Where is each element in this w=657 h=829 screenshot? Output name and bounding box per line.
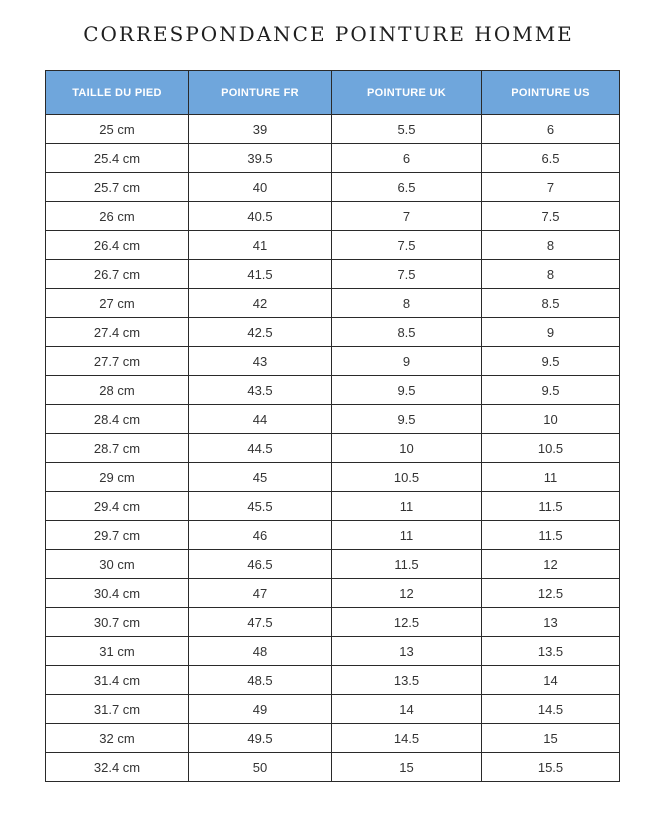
cell-size-fr: 41 bbox=[189, 231, 332, 260]
cell-foot-length: 26 cm bbox=[46, 202, 189, 231]
table-row bbox=[46, 405, 620, 434]
table-row bbox=[46, 434, 620, 463]
table-row bbox=[46, 463, 620, 492]
cell-size-uk: 9.5 bbox=[332, 405, 482, 434]
cell-size-us: 7.5 bbox=[482, 202, 620, 231]
table-row bbox=[46, 666, 620, 695]
column-header-size-fr: POINTURE FR bbox=[189, 71, 332, 115]
cell-foot-length: 27.4 cm bbox=[46, 318, 189, 347]
size-conversion-table bbox=[45, 70, 620, 782]
cell-size-uk: 7.5 bbox=[332, 260, 482, 289]
cell-foot-length: 30 cm bbox=[46, 550, 189, 579]
cell-size-fr: 42.5 bbox=[189, 318, 332, 347]
cell-size-uk: 10 bbox=[332, 434, 482, 463]
cell-size-us: 9.5 bbox=[482, 347, 620, 376]
cell-size-uk: 10.5 bbox=[332, 463, 482, 492]
cell-size-uk: 11.5 bbox=[332, 550, 482, 579]
cell-size-us: 9 bbox=[482, 318, 620, 347]
cell-foot-length: 32 cm bbox=[46, 724, 189, 753]
cell-foot-length: 28.4 cm bbox=[46, 405, 189, 434]
cell-size-fr: 46.5 bbox=[189, 550, 332, 579]
cell-size-us: 15 bbox=[482, 724, 620, 753]
cell-foot-length: 31.4 cm bbox=[46, 666, 189, 695]
cell-size-fr: 40 bbox=[189, 173, 332, 202]
cell-size-us: 7 bbox=[482, 173, 620, 202]
cell-foot-length: 26.7 cm bbox=[46, 260, 189, 289]
cell-size-uk: 9.5 bbox=[332, 376, 482, 405]
cell-foot-length: 28.7 cm bbox=[46, 434, 189, 463]
cell-size-uk: 12.5 bbox=[332, 608, 482, 637]
table-row bbox=[46, 144, 620, 173]
cell-size-us: 6.5 bbox=[482, 144, 620, 173]
cell-size-uk: 6.5 bbox=[332, 173, 482, 202]
page-title: CORRESPONDANCE POINTURE HOMME bbox=[83, 22, 574, 46]
cell-size-uk: 13.5 bbox=[332, 666, 482, 695]
table-row bbox=[46, 695, 620, 724]
cell-size-us: 13.5 bbox=[482, 637, 620, 666]
cell-foot-length: 30.4 cm bbox=[46, 579, 189, 608]
cell-size-fr: 43 bbox=[189, 347, 332, 376]
table-row bbox=[46, 202, 620, 231]
cell-size-uk: 12 bbox=[332, 579, 482, 608]
cell-size-uk: 14.5 bbox=[332, 724, 482, 753]
column-header-size-uk: POINTURE UK bbox=[332, 71, 482, 115]
cell-size-uk: 14 bbox=[332, 695, 482, 724]
table-row bbox=[46, 579, 620, 608]
cell-size-fr: 42 bbox=[189, 289, 332, 318]
cell-foot-length: 31.7 cm bbox=[46, 695, 189, 724]
cell-foot-length: 27.7 cm bbox=[46, 347, 189, 376]
cell-foot-length: 26.4 cm bbox=[46, 231, 189, 260]
table-row bbox=[46, 753, 620, 782]
cell-size-us: 12 bbox=[482, 550, 620, 579]
cell-size-fr: 44 bbox=[189, 405, 332, 434]
table-row bbox=[46, 608, 620, 637]
cell-foot-length: 29.4 cm bbox=[46, 492, 189, 521]
cell-size-uk: 6 bbox=[332, 144, 482, 173]
cell-size-us: 14 bbox=[482, 666, 620, 695]
cell-foot-length: 32.4 cm bbox=[46, 753, 189, 782]
table-header-row bbox=[46, 71, 620, 115]
table-row bbox=[46, 173, 620, 202]
cell-size-fr: 49.5 bbox=[189, 724, 332, 753]
cell-size-us: 15.5 bbox=[482, 753, 620, 782]
table-body bbox=[46, 115, 620, 782]
cell-foot-length: 31 cm bbox=[46, 637, 189, 666]
cell-foot-length: 30.7 cm bbox=[46, 608, 189, 637]
cell-size-us: 12.5 bbox=[482, 579, 620, 608]
cell-size-fr: 39.5 bbox=[189, 144, 332, 173]
cell-size-uk: 5.5 bbox=[332, 115, 482, 144]
cell-foot-length: 28 cm bbox=[46, 376, 189, 405]
cell-size-fr: 47.5 bbox=[189, 608, 332, 637]
cell-size-us: 9.5 bbox=[482, 376, 620, 405]
table-row bbox=[46, 347, 620, 376]
cell-size-fr: 46 bbox=[189, 521, 332, 550]
table-row bbox=[46, 637, 620, 666]
cell-size-us: 6 bbox=[482, 115, 620, 144]
cell-size-fr: 44.5 bbox=[189, 434, 332, 463]
cell-size-uk: 9 bbox=[332, 347, 482, 376]
cell-size-fr: 43.5 bbox=[189, 376, 332, 405]
cell-size-us: 8 bbox=[482, 231, 620, 260]
cell-size-uk: 7.5 bbox=[332, 231, 482, 260]
cell-size-fr: 45.5 bbox=[189, 492, 332, 521]
cell-size-us: 11.5 bbox=[482, 521, 620, 550]
cell-size-fr: 48.5 bbox=[189, 666, 332, 695]
cell-size-fr: 39 bbox=[189, 115, 332, 144]
cell-size-fr: 47 bbox=[189, 579, 332, 608]
table-row bbox=[46, 231, 620, 260]
cell-size-uk: 7 bbox=[332, 202, 482, 231]
cell-size-us: 11.5 bbox=[482, 492, 620, 521]
table-row bbox=[46, 376, 620, 405]
cell-size-fr: 40.5 bbox=[189, 202, 332, 231]
cell-size-us: 10 bbox=[482, 405, 620, 434]
cell-foot-length: 29.7 cm bbox=[46, 521, 189, 550]
table-row bbox=[46, 521, 620, 550]
cell-size-uk: 8.5 bbox=[332, 318, 482, 347]
cell-size-uk: 8 bbox=[332, 289, 482, 318]
cell-size-fr: 48 bbox=[189, 637, 332, 666]
cell-size-uk: 11 bbox=[332, 521, 482, 550]
cell-size-fr: 45 bbox=[189, 463, 332, 492]
cell-size-uk: 15 bbox=[332, 753, 482, 782]
table-row bbox=[46, 550, 620, 579]
column-header-foot-length: TAILLE DU PIED bbox=[46, 71, 189, 115]
cell-foot-length: 25.7 cm bbox=[46, 173, 189, 202]
cell-size-us: 13 bbox=[482, 608, 620, 637]
cell-size-fr: 50 bbox=[189, 753, 332, 782]
table-row bbox=[46, 318, 620, 347]
cell-size-us: 8.5 bbox=[482, 289, 620, 318]
table-row bbox=[46, 289, 620, 318]
cell-foot-length: 25.4 cm bbox=[46, 144, 189, 173]
table-row bbox=[46, 115, 620, 144]
cell-size-us: 10.5 bbox=[482, 434, 620, 463]
cell-size-fr: 41.5 bbox=[189, 260, 332, 289]
cell-foot-length: 25 cm bbox=[46, 115, 189, 144]
cell-foot-length: 29 cm bbox=[46, 463, 189, 492]
cell-size-us: 11 bbox=[482, 463, 620, 492]
cell-size-uk: 11 bbox=[332, 492, 482, 521]
table-row bbox=[46, 260, 620, 289]
cell-size-fr: 49 bbox=[189, 695, 332, 724]
table-row bbox=[46, 724, 620, 753]
cell-size-us: 14.5 bbox=[482, 695, 620, 724]
column-header-size-us: POINTURE US bbox=[482, 71, 620, 115]
cell-size-us: 8 bbox=[482, 260, 620, 289]
table-row bbox=[46, 492, 620, 521]
cell-size-uk: 13 bbox=[332, 637, 482, 666]
cell-foot-length: 27 cm bbox=[46, 289, 189, 318]
